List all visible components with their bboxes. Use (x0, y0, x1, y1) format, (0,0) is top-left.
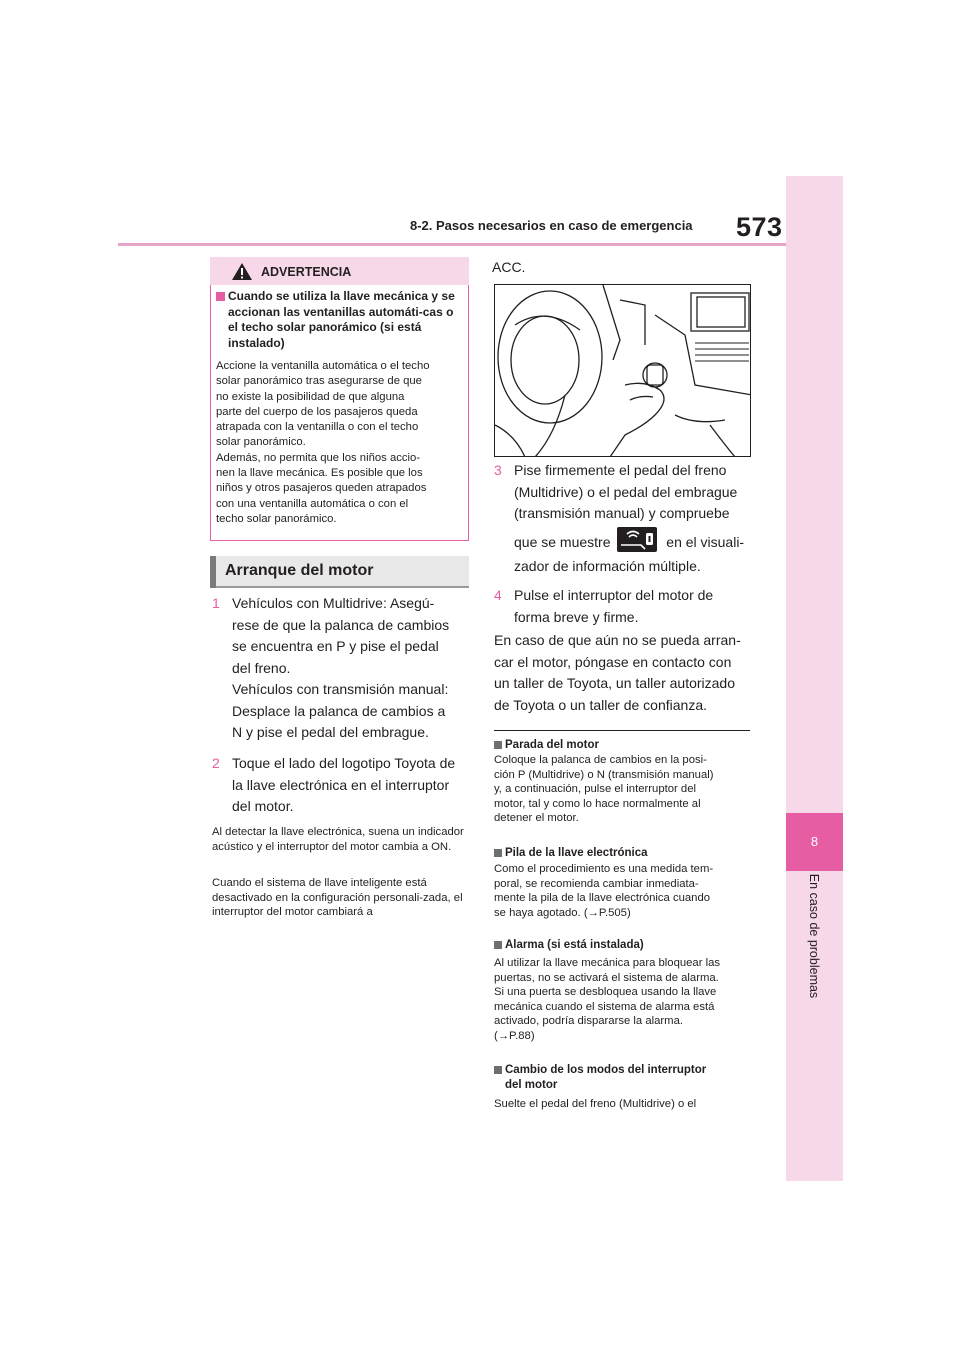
warning-bullet-square (216, 292, 225, 301)
step-text: zador de información múltiple. (514, 558, 701, 574)
note-heading: Parada del motor (505, 739, 599, 751)
note-body: Coloque la palanca de cambios en la posi- ción P (Multidrive) o N (transmisión manual) y, a continuación, pulse el interruptor del motor, tal y como lo hace normalmente al detener el motor. (494, 754, 714, 824)
chapter-side-strip (786, 176, 843, 1181)
section-heading-bar (210, 556, 216, 588)
illustration-drawing (495, 285, 751, 457)
step-text: Toque el lado del logotipo Toyota de la llave electrónica en el interruptor del motor. (232, 755, 456, 814)
step-text: Pulse el interruptor del motor de forma breve y firme. (514, 587, 714, 625)
warning-subheading: Cuando se utiliza la llave mecánica y se accionan las ventanillas automáti-cas o el techo solar panorámico (si está instalado) (228, 289, 455, 350)
notes-divider (494, 730, 750, 731)
note-bullet-square (494, 849, 502, 857)
step-text-part: en el visuali- (666, 534, 745, 550)
warning-body: Accione la ventanilla automática o el techo solar panorámico tras asegurarse de que no existe la posibilidad de que alguna parte del cuerpo de los pasajeros queda atrapada con la ventanilla o con el techo solar panorámico. Además, no permita que los niños accio- nen la llave mecánica. Es posible que los niños y otros pasajeros queden atrapados con una ventanilla automática o con el techo solar panorámico. (216, 360, 430, 525)
note-body: Como el procedimiento es una medida tem- poral, se recomienda cambiar inmediata- mente la pila de la llave electrónica cuando se haya agotado. (→P.505) (494, 863, 714, 919)
step-number: 3 (494, 462, 502, 478)
chapter-number: 8 (810, 834, 819, 849)
note-heading: Cambio de los modos del interruptor del motor (505, 1064, 707, 1091)
note-heading: Alarma (si está instalada) (505, 939, 644, 951)
step-number: 2 (212, 755, 220, 771)
note-body: Al utilizar la llave mecánica para bloquear las puertas, no se activará el sistema de alarma. Si una puerta se desbloquea usando la llave mecánica cuando el sistema de alarma está activado, podría dispararse la alarma. (→P.88) (494, 957, 721, 1042)
page-number: 573 (736, 212, 783, 242)
note-heading: Pila de la llave electrónica (505, 847, 648, 859)
step-number: 4 (494, 587, 502, 603)
key-indicator-icon (617, 527, 657, 552)
note-bullet-square (494, 941, 502, 949)
warning-title: ADVERTENCIA (261, 265, 352, 279)
chapter-label: En caso de problemas (807, 873, 821, 999)
step-text: (transmisión manual) y compruebe (514, 505, 730, 521)
warning-triangle-icon (231, 262, 253, 281)
step-text: Pise firmemente el pedal del freno (Multidrive) o el pedal del embrague (514, 462, 738, 500)
section-heading: Arranque del motor (225, 562, 374, 579)
note-body: Suelte el pedal del freno (Multidrive) o el (494, 1098, 697, 1110)
note-bullet-square (494, 1066, 502, 1074)
step-text-part: que se muestre (514, 534, 611, 550)
header-rule (118, 243, 786, 246)
paragraph: En caso de que aún no se pueda arran- car el motor, póngase en contacto con un taller de Toyota, un taller autorizado de Toyota o un taller de confianza. (494, 632, 741, 713)
illustration-steering-wheel-key (494, 284, 751, 457)
paragraph: Al detectar la llave electrónica, suena un indicador acústico y el interruptor del motor cambia a ON. (212, 826, 464, 853)
step-text: Vehículos con Multidrive: Asegú- rese de que la palanca de cambios se encuentra en P y pise el pedal del freno. Vehículos con transmisión manual: Desplace la palanca de cambios a N y pise el pedal del embrague. (232, 595, 450, 740)
paragraph-continuation: ACC. (492, 259, 526, 275)
paragraph: Cuando el sistema de llave inteligente está desactivado en la configuración personali-zada, el interruptor del motor cambiará a (212, 877, 463, 918)
section-title: 8-2. Pasos necesarios en caso de emergencia (410, 218, 693, 233)
step-number: 1 (212, 595, 220, 611)
note-bullet-square (494, 741, 502, 749)
